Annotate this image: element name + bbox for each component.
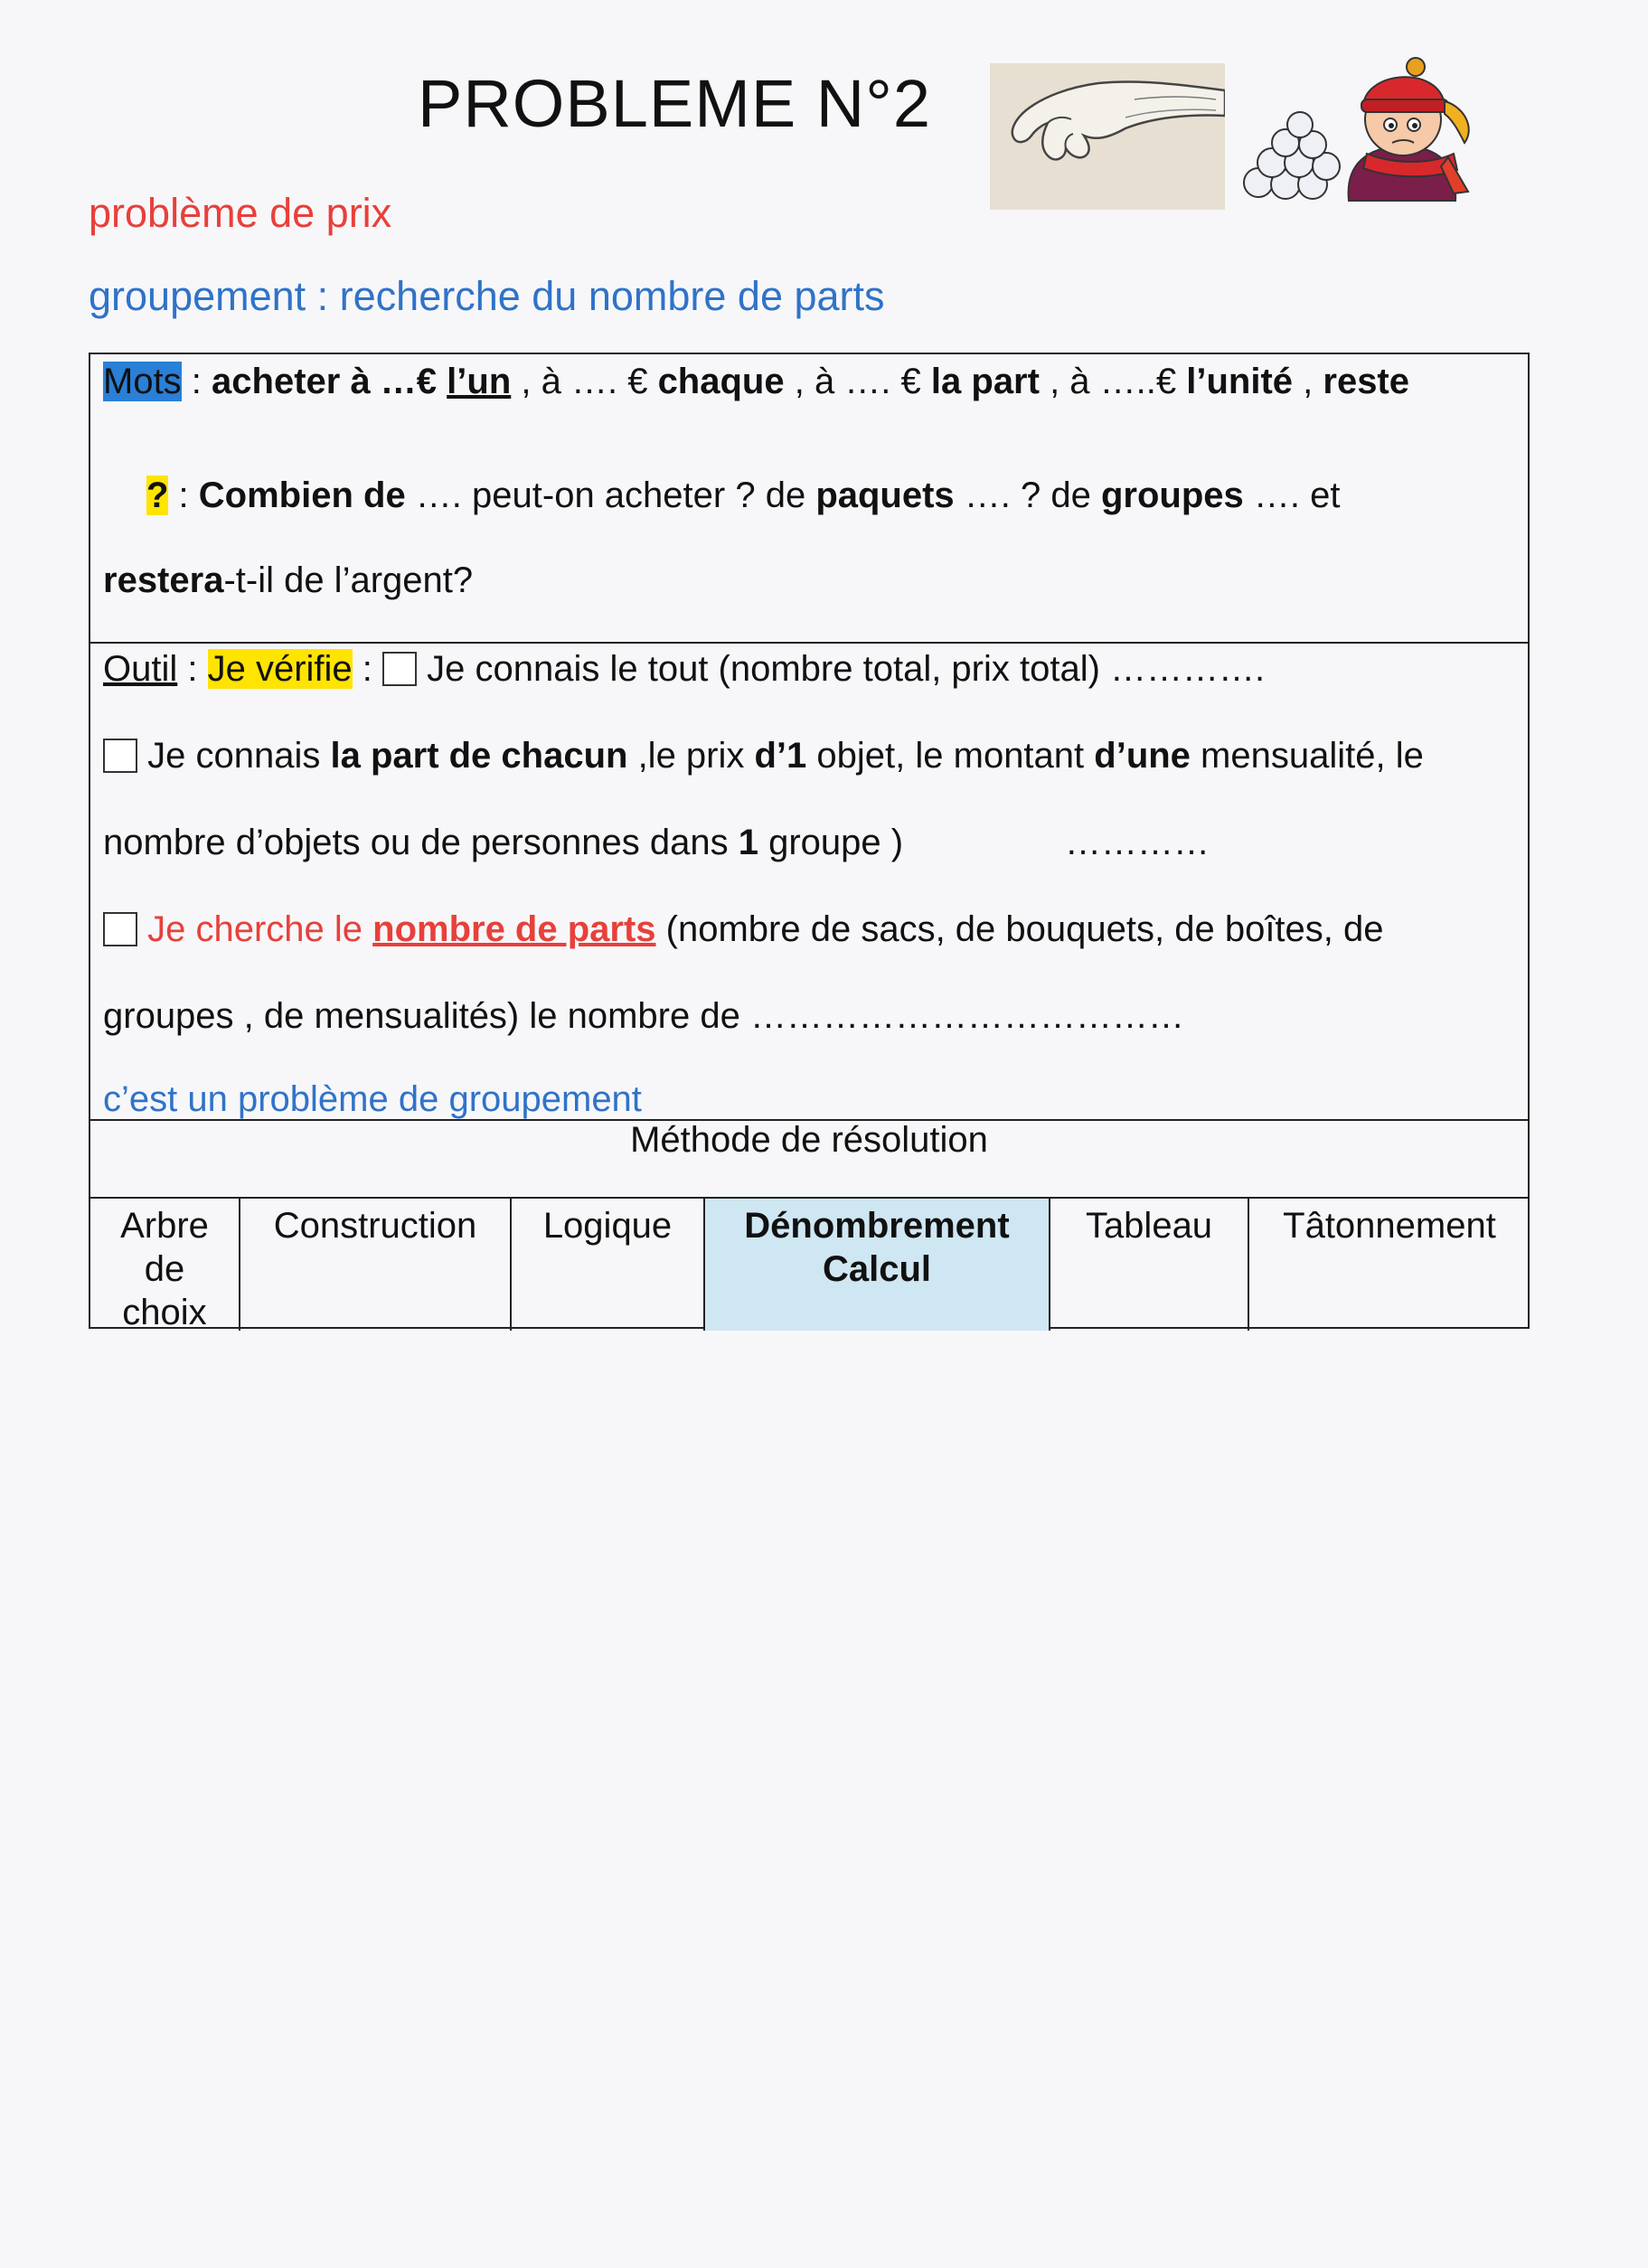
mots-text: , à …..€ [1039, 362, 1187, 401]
mots-lun: l’un [447, 362, 512, 401]
method-construction [239, 1199, 510, 1331]
check-part-text: mensualité, le [1190, 736, 1424, 776]
method-label: de [144, 1249, 185, 1289]
check-part-bold: la part de chacun [330, 736, 628, 776]
method-label: choix [122, 1293, 207, 1332]
outil-sep: : [352, 649, 382, 689]
question-paquets: paquets [815, 475, 955, 515]
question-line [146, 475, 1340, 516]
check-part-line [103, 736, 1424, 776]
check-parts-line [103, 909, 1384, 950]
method-label: Calcul [822, 1249, 932, 1289]
divider [90, 642, 1528, 644]
method-logique [510, 1199, 703, 1331]
method-label: Logique [542, 1206, 673, 1246]
outil-label: Outil [103, 649, 178, 689]
question-text: …. et [1243, 475, 1341, 515]
checkbox-part[interactable] [103, 739, 137, 773]
method-label: Construction [273, 1206, 477, 1246]
mots-chaque: chaque [657, 362, 785, 401]
question-groupes: groupes [1100, 475, 1244, 515]
check-part-text: ,le prix [627, 736, 755, 776]
mots-acheter: acheter à …€ [212, 362, 447, 401]
check-tout-text: Je connais le tout (nombre total, prix total) …………. [417, 649, 1266, 689]
check-part-text: Je connais [137, 736, 331, 776]
question-line-2 [103, 560, 473, 601]
check-parts-text: (nombre de sacs, de bouquets, de boîtes, de [655, 909, 1384, 949]
question-sep: : [168, 475, 199, 515]
check-part-text: objet, le montant [806, 736, 1095, 776]
check-part-bold: 1 [738, 823, 758, 862]
check-parts-line-2: groupes , de mensualités) le nombre de ……………………………… [103, 996, 1184, 1036]
snowball-kid-illustration [1231, 56, 1502, 210]
question-combien: Combien de [198, 475, 406, 515]
method-label: Tableau [1085, 1206, 1213, 1246]
mots-text: , à …. € [511, 362, 658, 401]
mots-text: , à …. € [784, 362, 931, 401]
checkbox-nombre-parts[interactable] [103, 912, 137, 946]
mots-lunite: l’unité [1186, 362, 1294, 401]
subtitle-category: groupement : recherche du nombre de parts [89, 273, 885, 319]
checkbox-tout[interactable] [382, 652, 417, 686]
outil-line [103, 649, 1265, 690]
method-label: Arbre [120, 1206, 209, 1246]
method-title: Méthode de résolution [630, 1120, 988, 1160]
check-part-text: nombre d’objets ou de personnes dans [103, 823, 739, 862]
question-text: …. ? de [954, 475, 1101, 515]
method-box [89, 353, 1530, 1332]
method-tableau [1049, 1199, 1248, 1331]
mots-sep: : [181, 362, 212, 401]
method-tatonnement [1248, 1199, 1530, 1331]
check-part-line-2 [103, 823, 903, 863]
nombre-de-parts-label: nombre de parts [372, 909, 656, 949]
mots-line [103, 362, 1409, 402]
mots-label: Mots [103, 362, 182, 401]
method-grid [90, 1199, 1528, 1331]
question-restera: restera [103, 560, 224, 600]
mots-text: , [1293, 362, 1323, 401]
conclusion-text: c’est un problème de groupement [103, 1079, 642, 1119]
method-arbre-de-choix [90, 1199, 239, 1331]
check-parts-red-text: Je cherche le [137, 909, 373, 949]
mots-reste: reste [1323, 362, 1409, 401]
subtitle-problem-type: problème de prix [89, 190, 392, 236]
page-title: PROBLEME N°2 [418, 66, 931, 141]
hand-illustration [990, 63, 1225, 210]
je-verifie-label: Je vérifie [207, 649, 353, 689]
method-denombrement-calcul [703, 1199, 1049, 1331]
question-text: -t-il de l’argent? [223, 560, 474, 600]
method-label: Tâtonnement [1283, 1206, 1496, 1246]
check-part-bold: d’une [1094, 736, 1191, 776]
check-part-text: groupe ) [758, 823, 904, 862]
outil-sep: : [177, 649, 208, 689]
check-part-bold: d’1 [754, 736, 807, 776]
method-label: Dénombrement [744, 1206, 1010, 1246]
mots-la-part: la part [930, 362, 1040, 401]
question-text: …. peut-on acheter ? de [405, 475, 816, 515]
check-part-dots: ………… [1065, 823, 1210, 862]
question-mark: ? [146, 475, 169, 515]
